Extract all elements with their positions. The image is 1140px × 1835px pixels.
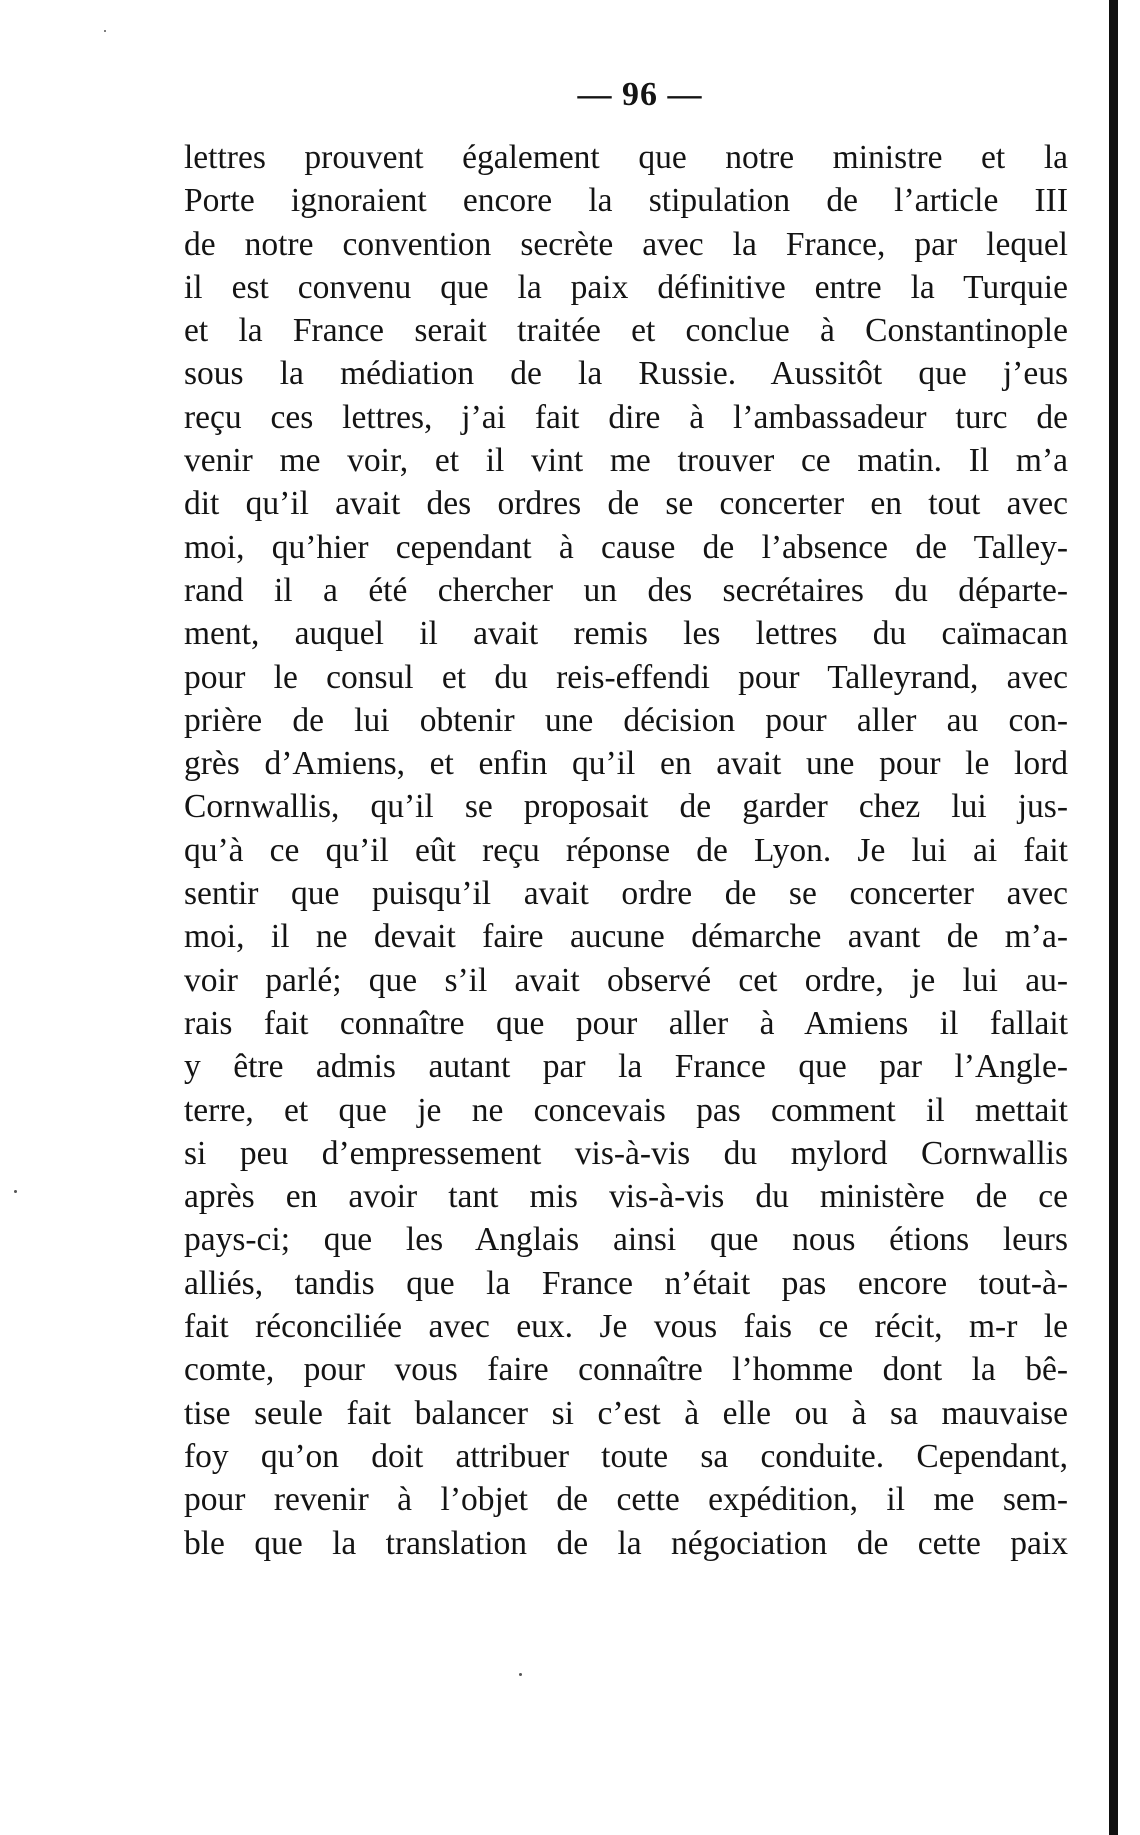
text-line: pays-ci; que les Anglais ainsi que nous étions leurs [184,1221,1068,1259]
page-margin [1118,0,1140,1835]
dust-speck [104,30,106,32]
text-line: pour revenir à l’objet de cette expédition, il me sem- [184,1481,1068,1519]
text-line: Porte ignoraient encore la stipulation de l’article III [184,182,1068,220]
text-line: il est convenu que la paix définitive entre la Turquie [184,268,1068,306]
body-text [184,136,1068,1565]
text-line: tise seule fait balancer si c’est à elle ou à sa mauvaise [184,1394,1068,1432]
text-line: terre, et que je ne concevais pas comment il mettait [184,1091,1068,1129]
text-line: sous la médiation de la Russie. Aussitôt que j’eus [184,355,1068,393]
text-line: prière de lui obtenir une décision pour aller au con- [184,701,1068,739]
text-line: qu’à ce qu’il eût reçu réponse de Lyon. Je lui ai fait [184,831,1068,869]
page-number: — 96 — [577,76,703,113]
text-line: venir me voir, et il vint me trouver ce matin. Il m’a [184,442,1068,480]
text-line: comte, pour vous faire connaître l’homme dont la bê- [184,1351,1068,1389]
text-line: rais fait connaître que pour aller à Amiens il fallait [184,1004,1068,1042]
text-line: y être admis autant par la France que par l’Angle- [184,1048,1068,1086]
text-line: lettres prouvent également que notre ministre et la [184,139,1068,176]
text-line: reçu ces lettres, j’ai fait dire à l’ambassadeur turc de [184,398,1068,436]
dust-speck [519,1673,522,1676]
text-line: fait réconciliée avec eux. Je vous fais ce récit, m-r le [184,1308,1068,1346]
text-line: pour le consul et du reis-effendi pour Talleyrand, avec [184,658,1068,696]
text-line: ment, auquel il avait remis les lettres du caïmacan [184,615,1068,653]
binding-edge [1109,0,1118,1835]
text-line: si peu d’empressement vis-à-vis du mylord Cornwallis [184,1134,1068,1172]
dust-speck [14,1190,17,1193]
text-line: alliés, tandis que la France n’était pas encore tout-à- [184,1264,1068,1302]
text-line: moi, qu’hier cependant à cause de l’absence de Talley- [184,528,1068,566]
text-line: dit qu’il avait des ordres de se concerter en tout avec [184,485,1068,523]
text-line: Cornwallis, qu’il se proposait de garder chez lui jus- [184,788,1068,826]
text-line: et la France serait traitée et conclue à Constantinople [184,312,1068,350]
text-line: voir parlé; que s’il avait observé cet ordre, je lui au- [184,961,1068,999]
text-line: de notre convention secrète avec la France, par lequel [184,225,1068,263]
text-line: rand il a été chercher un des secrétaires du départe- [184,571,1068,609]
text-line: foy qu’on doit attribuer toute sa conduite. Cependant, [184,1437,1068,1475]
text-line: après en avoir tant mis vis-à-vis du ministère de ce [184,1178,1068,1216]
text-line: ble que la translation de la négociation de cette paix [184,1524,1068,1562]
text-line: moi, il ne devait faire aucune démarche avant de m’a- [184,918,1068,956]
text-line: sentir que puisqu’il avait ordre de se concerter avec [184,875,1068,913]
text-line: grès d’Amiens, et enfin qu’il en avait une pour le lord [184,745,1068,783]
